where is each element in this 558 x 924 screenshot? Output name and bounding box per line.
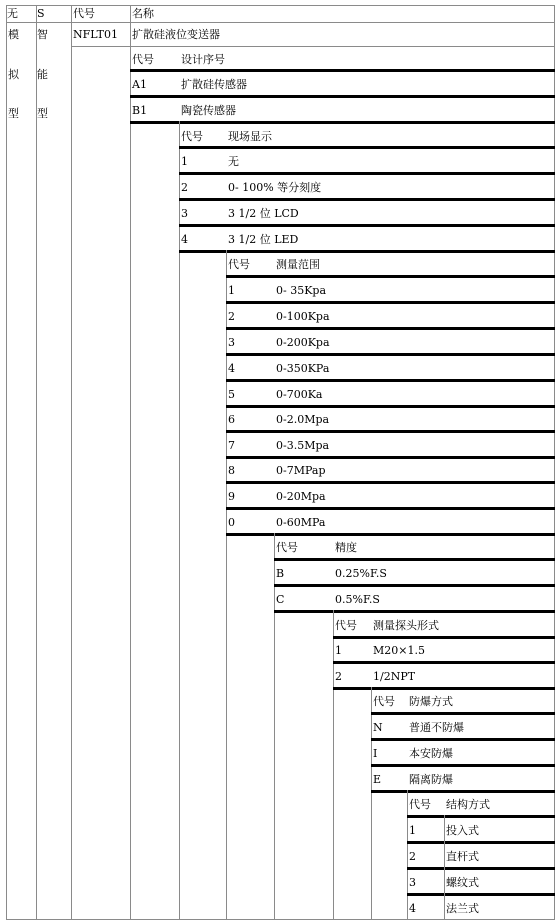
row-label: 0.5%F.S <box>335 593 380 606</box>
section-head-code: 代号 <box>409 798 431 811</box>
row-label: 0-200Kpa <box>276 336 330 349</box>
row-code: 4 <box>409 902 416 915</box>
side-label: 能 <box>37 68 48 81</box>
row-code: 6 <box>228 413 235 426</box>
header-name: 名称 <box>132 7 154 20</box>
row-code: I <box>373 747 378 760</box>
row-label: 0-3.5Mpa <box>276 439 330 452</box>
side-label: 智 <box>37 28 48 41</box>
section-head-code: 代号 <box>335 619 357 632</box>
row-code: 8 <box>228 464 235 477</box>
row-code: 0 <box>228 516 235 529</box>
row-label: 0-20Mpa <box>276 490 326 503</box>
row-label: 0.25%F.S <box>335 567 387 580</box>
row-code: 2 <box>181 181 188 194</box>
row-code: 1 <box>181 155 188 168</box>
row-label: 0- 100% 等分刻度 <box>228 181 322 194</box>
row-code: E <box>373 773 382 786</box>
row-code: 2 <box>409 850 416 863</box>
row-label: 3 1/2 位 LED <box>228 233 299 246</box>
row-label: 0-2.0Mpa <box>276 413 330 426</box>
side-label: 拟 <box>8 68 19 81</box>
row-label: 0-350KPa <box>276 362 330 375</box>
row-label: 0-100Kpa <box>276 310 330 323</box>
section-head-title: 精度 <box>335 541 357 554</box>
side-label: 型 <box>8 107 19 120</box>
row-label: 0-700Ka <box>276 388 323 401</box>
section-head-code: 代号 <box>181 130 203 143</box>
row-code: 4 <box>181 233 188 246</box>
row-label: 本安防爆 <box>409 747 453 760</box>
section-head-code: 代号 <box>132 53 154 66</box>
side-label: 模 <box>8 28 19 41</box>
model-name: 扩散硅液位变送器 <box>132 28 220 41</box>
row-code: 7 <box>228 439 235 452</box>
row-label: 隔离防爆 <box>409 773 453 786</box>
row-label: 0-60MPa <box>276 516 326 529</box>
section-head-code: 代号 <box>373 695 395 708</box>
header-s: S <box>37 7 45 20</box>
section-head-title: 结构方式 <box>446 798 490 811</box>
row-code: C <box>276 593 285 606</box>
row-code: 4 <box>228 362 235 375</box>
side-label: 型 <box>37 107 48 120</box>
row-label: 1/2NPT <box>373 670 416 683</box>
row-label: 0- 35Kpa <box>276 284 327 297</box>
row-code: 3 <box>409 876 416 889</box>
row-code: B1 <box>132 104 148 117</box>
row-code: N <box>373 721 383 734</box>
model-code: NFLT01 <box>73 28 118 41</box>
header-wu: 无 <box>7 7 18 20</box>
section-head-title: 现场显示 <box>228 130 272 143</box>
row-code: A1 <box>132 78 147 91</box>
row-code: 5 <box>228 388 235 401</box>
row-code: 1 <box>335 644 342 657</box>
section-head-title: 设计序号 <box>181 53 225 66</box>
row-label: 普通不防爆 <box>409 721 464 734</box>
row-code: 3 <box>228 336 235 349</box>
row-code: 2 <box>335 670 342 683</box>
row-code: 1 <box>409 824 416 837</box>
row-label: 扩散硅传感器 <box>181 78 247 91</box>
section-head-code: 代号 <box>228 258 250 271</box>
section-head-title: 防爆方式 <box>409 695 453 708</box>
section-head-title: 测量范围 <box>276 258 320 271</box>
row-code: 2 <box>228 310 235 323</box>
row-code: 9 <box>228 490 235 503</box>
header-code: 代号 <box>73 7 95 20</box>
row-code: 1 <box>228 284 235 297</box>
row-label: 陶瓷传感器 <box>181 104 236 117</box>
row-label: 螺纹式 <box>446 876 479 889</box>
row-label: 直杆式 <box>446 850 479 863</box>
row-label: 无 <box>228 155 239 168</box>
row-code: 3 <box>181 207 188 220</box>
row-code: B <box>276 567 285 580</box>
section-head-title: 测量探头形式 <box>373 619 439 632</box>
row-label: 0-7MPap <box>276 464 326 477</box>
section-head-code: 代号 <box>276 541 298 554</box>
row-label: 3 1/2 位 LCD <box>228 207 299 220</box>
row-label: 法兰式 <box>446 902 479 915</box>
row-label: 投入式 <box>446 824 479 837</box>
row-label: M20×1.5 <box>373 644 425 657</box>
